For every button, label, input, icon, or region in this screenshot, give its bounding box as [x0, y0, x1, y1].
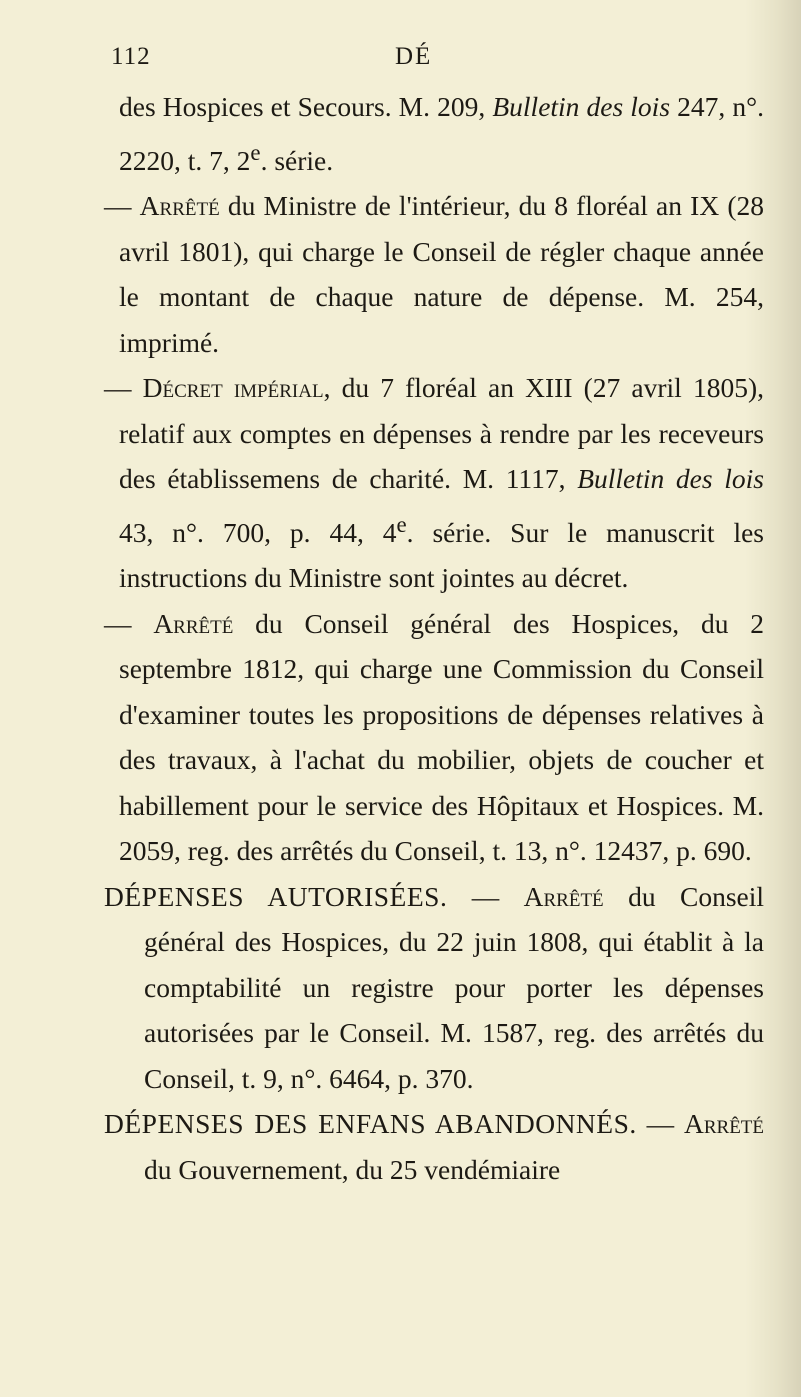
entry-dash: —: [104, 372, 143, 404]
entry-heading: Décret impérial: [142, 372, 324, 404]
entry-decret-imperial: [104, 365, 764, 601]
entry-depenses-autorisees: [104, 874, 764, 1102]
entry-text: . série. Sur le manuscrit les instructions du Ministre sont jointes au décret.: [119, 516, 764, 594]
entry-dash: —: [447, 880, 524, 912]
italic-title: Bulletin des lois: [577, 463, 764, 495]
entry-heading: Arrêté: [523, 880, 604, 912]
entry-heading: Arrêté: [153, 607, 234, 639]
running-head: [111, 40, 751, 74]
entry-text: du Conseil général des Hospices, du 22 juin 1808, qui établit à la comptabilité un registre pour porter les dépenses autorisées par le Conseil. M. 1587, reg. des arrêtés du Conseil, t. 9, n°. 6464, p. 370.: [144, 880, 765, 1094]
entry-text: 43, n°. 700, p. 44, 4: [119, 516, 397, 548]
paragraph-text: 247, n°. 2220, t. 7, 2: [119, 91, 764, 176]
entry-heading: Arrêté: [683, 1108, 765, 1140]
entry-dash: —: [636, 1108, 684, 1140]
paragraph-text: . série.: [260, 144, 334, 176]
entry-text: du Conseil général des Hospices, du 2 septembre 1812, qui charge une Commission du Conseil d'examiner toutes les propositions de dépenses relatives à des travaux, à l'achat du mobilier, objets de coucher et habillement pour le service des Hôpitaux et Hospices. M. 2059, reg. des arrêtés du Conseil, t. 13, n°. 12437, p. 690.: [119, 607, 765, 867]
entry-text: , du 7 floréal an XIII (27 avril 1805), relatif aux comptes en dépenses à rendre par les receveurs des établissemens de charité. M. 1117,: [119, 372, 765, 495]
italic-title: Bulletin des lois: [492, 91, 671, 122]
section-heading: DÉPENSES AUTORISÉES.: [104, 880, 448, 912]
page-number: 112: [111, 43, 151, 70]
entry-arrete-conseil-1812: [104, 601, 764, 874]
entry-depenses-enfans: [104, 1101, 764, 1192]
superscript: e: [396, 511, 407, 537]
section-heading: DÉPENSES DES ENFANS ABANDONNÉS.: [104, 1108, 637, 1140]
entry-heading: Arrêté: [139, 190, 220, 222]
paragraph-text: des Hospices et Secours. M. 209,: [119, 91, 493, 122]
paragraph-continuation: [104, 84, 764, 183]
entry-dash: —: [104, 607, 154, 639]
entry-dash: —: [104, 190, 140, 222]
superscript: e: [250, 139, 261, 165]
entry-text: du Ministre de l'intérieur, du 8 floréal an IX (28 avril 1801), qui charge le Conseil de régler chaque année le montant de chaque nature de dépense. M. 254, imprimé.: [119, 190, 764, 358]
entry-text: du Gouvernement, du 25 vendémiaire: [144, 1153, 561, 1185]
entry-arrete-ministre: [104, 183, 764, 365]
body-text: [104, 84, 764, 1192]
running-head-title: DÉ: [395, 43, 433, 70]
